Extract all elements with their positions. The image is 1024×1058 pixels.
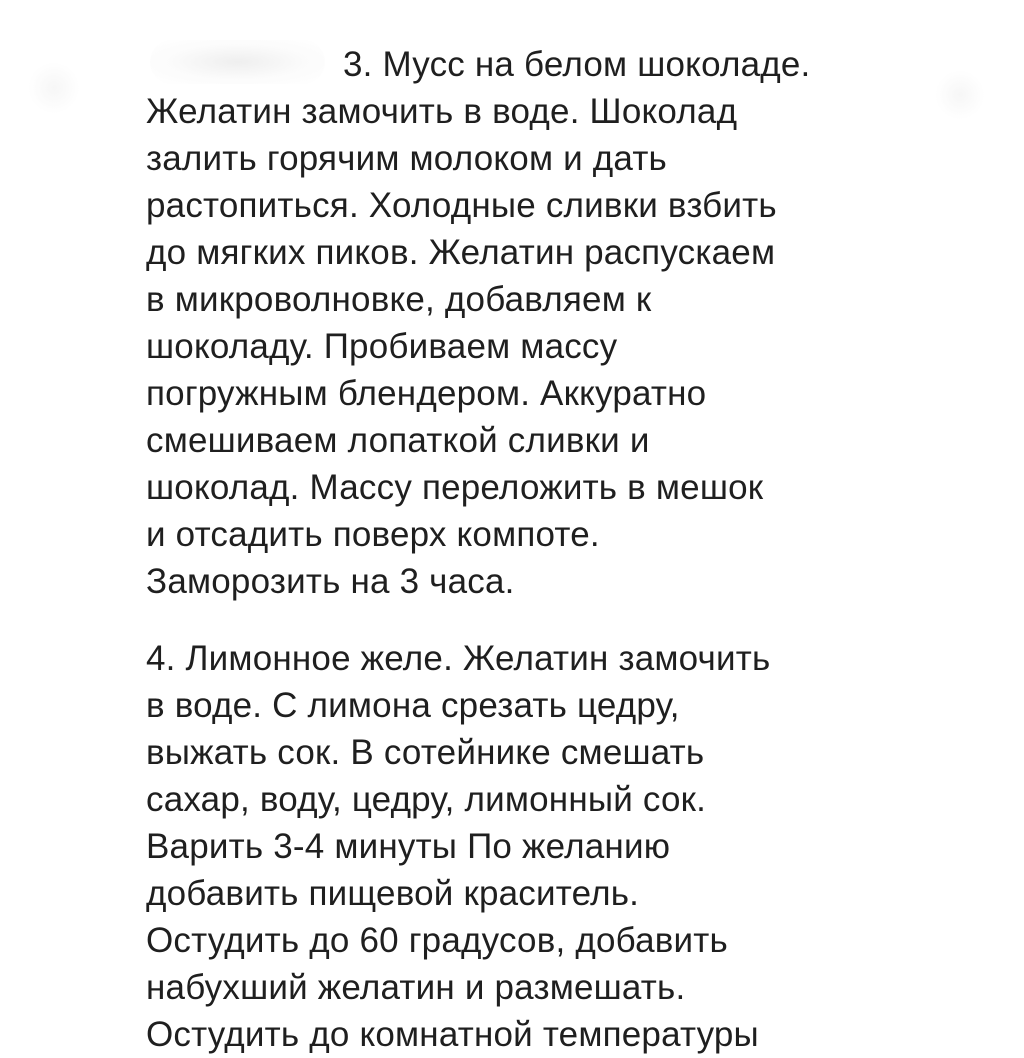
step-3-text-line: в микроволновке, добавляем к — [146, 280, 652, 319]
step-4-text-line: Остудить до 60 градусов, добавить — [146, 921, 728, 960]
step-3-text-line: и отсадить поверх компоте. — [146, 515, 600, 554]
step-4-text-line: сахар, воду, цедру, лимонный сок. — [146, 780, 707, 819]
step-4-text-line: Варить 3-4 минуты По желанию — [146, 827, 671, 866]
step-4-text-line: выжать сок. В сотейнике смешать — [146, 733, 705, 772]
step-3-heading: 3. Мусс на белом шоколаде. — [343, 45, 811, 84]
step-3-text-line: шоколаду. Пробиваем массу — [146, 327, 618, 366]
step-3-text-line: погружным блендером. Аккуратно — [146, 374, 707, 413]
step-3-text-line: Желатин замочить в воде. Шоколад — [146, 92, 738, 131]
step-3-text-line: шоколад. Массу переложить в мешок — [146, 468, 764, 507]
blurred-watermark — [150, 40, 325, 84]
step-4-text-line: добавить пищевой краситель. — [146, 874, 640, 913]
step-3-text-line: растопиться. Холодные сливки взбить — [146, 186, 777, 225]
step-4-text-line: набухший желатин и размешать. — [146, 968, 686, 1007]
step-3-text-line: залить горячим молоком и дать — [146, 139, 667, 178]
step-3-text-line: смешиваем лопаткой сливки и — [146, 421, 650, 460]
right-edge-blur — [935, 70, 985, 120]
step-4-text-line: Остудить до комнатной температуры — [146, 1015, 759, 1054]
step-4-heading: 4. Лимонное желе. Желатин замочить — [146, 639, 771, 678]
left-edge-blur — [28, 62, 80, 114]
step-3-text-line: Заморозить на 3 часа. — [146, 562, 515, 601]
step-3-text-line: до мягких пиков. Желатин распускаем — [146, 233, 776, 272]
step-4-text-line: в воде. С лимона срезать цедру, — [146, 686, 680, 725]
